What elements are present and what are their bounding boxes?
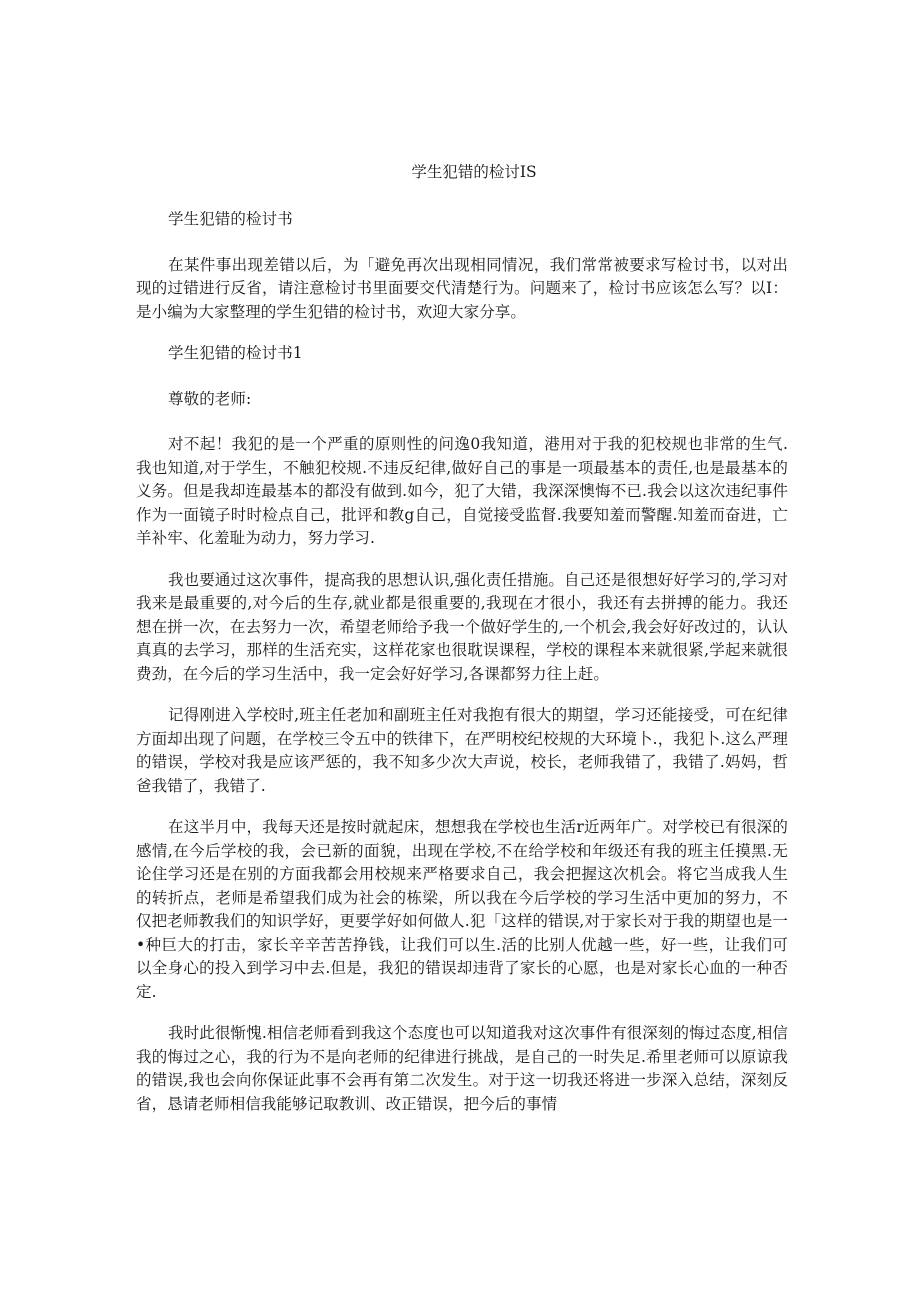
document-title: 学生犯错的检讨IS [411,163,537,181]
salutation: 尊敬的老师: [168,389,252,408]
document-subtitle: 学生犯错的检讨书 [168,210,293,228]
body-paragraph-4: 在这半月中，我每天还是按时就起床，想想我在学校也生活r近两年广。对学校已有很深的感情,在今后学校的我，会已新的面貌，出现在学校,不在给学校和年级还有我的班主任摸黑.无论住学习还是在别的方面我都会用校规来严格要求自己，我会把握这次机会。将它当成我人生的转折点，老师是希望我们成为社会的栋梁，所以我在今后学校的学习生活中更加的努力，不仅把老师教我们的知识学好，更要学好如何做人.犯「这样的错误,对于家长对于我的期望也是一•种巨大的打击，家长辛辛苦苦挣钱，让我们可以生.活的比别人优越一些，好一些，让我们可以全身心的投入到学习中去.但是，我犯的错误却违背了家长的心愿，也是对家长心血的一种否定. [136,818,788,1001]
body-paragraph-5: 我时此很惭愧.相信老师看到我这个态度也可以知道我对这次事件有很深刻的悔过态度,相信我的悔过之心，我的行为不是向老师的纪律进行挑战，是自己的一时失足.希里老师可以原谅我的错误,我也会向你保证此事不会再有第二次发生。对于这一切我还将进一步深入总结，深刻反省，恳请老师相信我能够记取教训、改正错误，把今后的事情 [136,1024,788,1113]
body-paragraph-3: 记得刚进入学校时,班主任老加和副班主任对我抱有很大的期望，学习还能接受，可在纪律方面却出现了问题，在学校三令五中的铁律下，在严明校纪校规的大环境卜.，我犯卜.这么严理的错误，学校对我是应该严惩的，我不知多少次大声说，校长，老师我错了，我错了.妈妈，哲爸我错了，我错了. [136,706,788,795]
document-page [136,158,788,1134]
body-paragraph-2: 我也要通过这次事件，提高我的思想认识,强化责任措施。自己还是很想好好学习的,学习对我来是最重要的,对今后的生存,就业都是很重要的,我现在才很小，我还有去拼搏的能力。我还想在拼一次，在去努力一次，希望老师给予我一个做好学生的,一个机会,我会好好改过的，认认真真的去学习，那样的生活充实，这样花家也很耽误课程，学校的课程本来就很紧,学起来就很费劲，在今后的学习生活中，我一定会好好学习,各课都努力往上赶。 [136,570,788,683]
section-heading: 学生犯错的检讨书1 [168,344,303,362]
body-paragraph-1: 对不起！我犯的是一个严重的原则性的问逸0我知道，港用对于我的犯校规也非常的生气.我也知道,对于学生，不触犯校规.不违反纪律,做好自己的事是一项最基本的责任,也是最基本的义务。但是我却连最基本的都没有做到.如今，犯了大错，我深深懊悔不已.我会以这次违纪事件作为一面镜子时时检点自己，批评和教g自己，自觉接受监督.我要知羞而警醒.知羞而奋进，亡羊补牢、化羞耻为动力，努力学习. [136,435,788,547]
intro-paragraph: 在某件事出现差错以后，为「避免再次出现相同情况，我们常常被要求写检讨书，以对出现的过错进行反省，请注意检讨书里面要交代清楚行为。问题来了，检讨书应该怎么写？以I：是小编为大家整理的学生犯错的检讨书，欢迎大家分享。 [136,255,788,321]
